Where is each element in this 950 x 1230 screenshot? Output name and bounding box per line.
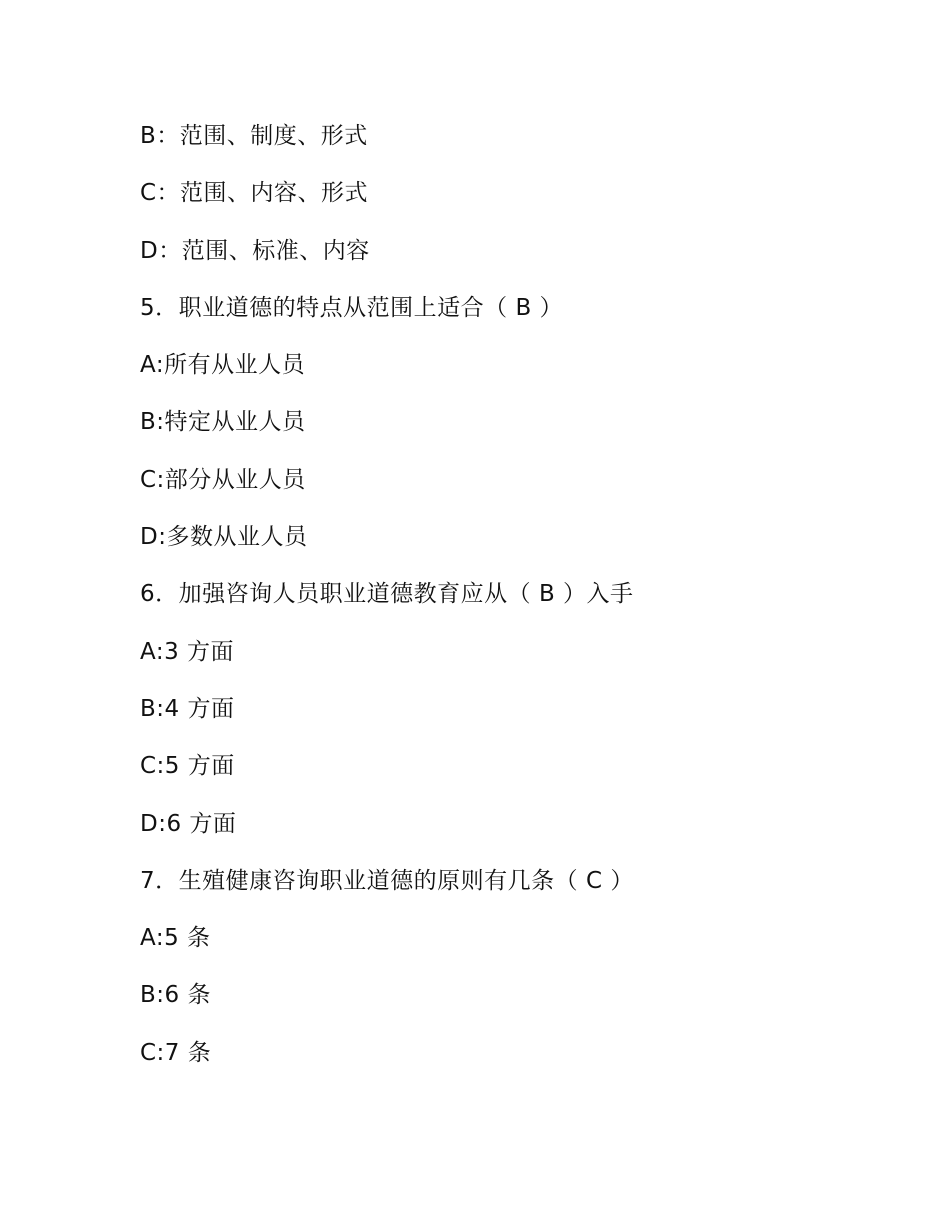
question-line: 5．职业道德的特点从范围上适合（ B ） (140, 294, 564, 321)
option-line: D:多数从业人员 (140, 524, 308, 551)
question-line: 7．生殖健康咨询职业道德的原则有几条（ C ） (140, 867, 634, 894)
option-line: B：范围、制度、形式 (140, 123, 368, 149)
option-line: C:部分从业人员 (140, 466, 306, 493)
question-line: 6．加强咨询人员职业道德教育应从（ B ）入手 (140, 581, 634, 608)
option-line: A:所有从业人员 (140, 352, 306, 379)
option-line: C：范围、内容、形式 (140, 180, 369, 207)
question-list (140, 116, 900, 1090)
option-line: D:6 方面 (140, 810, 237, 837)
option-line: D：范围、标准、内容 (140, 237, 370, 264)
option-line: B:特定从业人员 (140, 409, 306, 436)
option-line: C:7 条 (140, 1039, 212, 1066)
option-line: A:3 方面 (140, 638, 235, 665)
option-line: C:5 方面 (140, 753, 235, 780)
option-line: B:4 方面 (140, 695, 235, 722)
option-line: B:6 条 (140, 982, 211, 1009)
option-line: A:5 条 (140, 925, 211, 952)
